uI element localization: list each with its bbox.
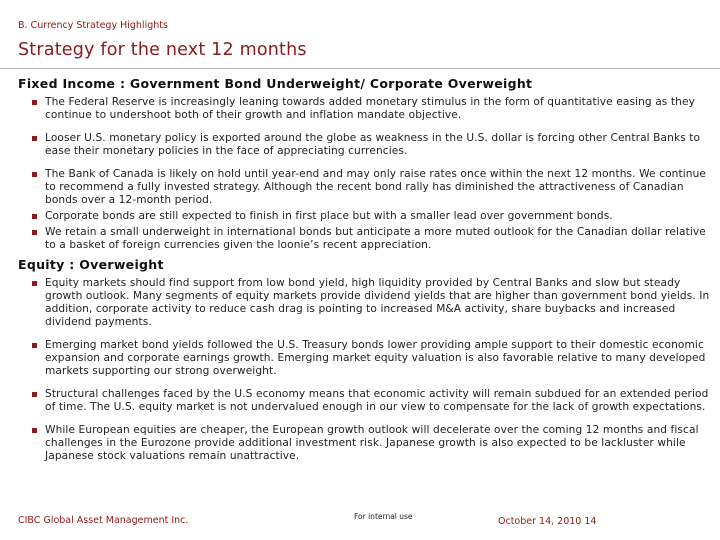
bullet-item (18, 96, 712, 122)
bullet-text: Emerging market bond yields followed the U.S. Treasury bonds lower providing ample support to their domestic economic expansion and corporate earnings growth. Emerging market equity valuation is also favorable relative to many developed markets supporting our strong overweight. (45, 339, 706, 377)
bullet-item (18, 226, 712, 252)
bullet-item (18, 168, 712, 207)
fixed-income-bullets (18, 96, 712, 252)
bullet-item (18, 388, 712, 414)
bullet-text: While European equities are cheaper, the European growth outlook will decelerate over the coming 12 months and fiscal challenges in the Eurozone provide additional investment risk. Japanese growth is also expected to be lackluster while Japanese stock valuations remain unattractive. (45, 424, 699, 462)
square-bullet-icon (32, 392, 37, 397)
bullet-item (18, 132, 712, 158)
bullet-item (18, 339, 712, 378)
square-bullet-icon (32, 230, 37, 235)
bullet-text: The Federal Reserve is increasingly leaning towards added monetary stimulus in the form of quantitative easing as they continue to undershoot both of their growth and inflation mandate objective. (45, 96, 695, 121)
bullet-item (18, 277, 712, 329)
square-bullet-icon (32, 172, 37, 177)
title-divider (0, 68, 720, 69)
slide-content (18, 75, 712, 467)
square-bullet-icon (32, 281, 37, 286)
bullet-text: Corporate bonds are still expected to finish in first place but with a smaller lead over government bonds. (45, 210, 613, 222)
equity-heading: Equity : Overweight (18, 257, 164, 272)
bullet-text: Structural challenges faced by the U.S economy means that economic activity will remain subdued for an extended period of time. The U.S. equity market is not undervalued enough in our view to compensate for the lack of growth expectations. (45, 388, 709, 413)
bullet-item (18, 424, 712, 463)
fixed-income-heading: Fixed Income : Government Bond Underweight/ Corporate Overweight (18, 76, 533, 91)
footer-date-page: October 14, 2010 14 (498, 516, 597, 527)
equity-bullets (18, 277, 712, 463)
square-bullet-icon (32, 214, 37, 219)
bullet-text: Looser U.S. monetary policy is exported around the globe as weakness in the U.S. dollar is forcing other Central Banks to ease their monetary policies in the face of appreciating currencies. (45, 132, 701, 157)
footer-company: CIBC Global Asset Management Inc. (18, 515, 189, 526)
bullet-text: Equity markets should find support from low bond yield, high liquidity provided by Central Banks and slow but steady growth outlook. Many segments of equity markets provide dividend yields that are higher than government bond yields. In addition, corporate activity to reduce cash drag is pointing to increased M&A activity, share buybacks and increased dividend payments. (45, 277, 710, 328)
square-bullet-icon (32, 100, 37, 105)
footer-note: For internal use (354, 512, 413, 521)
square-bullet-icon (32, 136, 37, 141)
section-label: B. Currency Strategy Highlights (18, 20, 168, 31)
square-bullet-icon (32, 343, 37, 348)
square-bullet-icon (32, 428, 37, 433)
bullet-item (18, 210, 712, 223)
bullet-text: We retain a small underweight in international bonds but anticipate a more muted outlook for the Canadian dollar relative to a basket of foreign currencies given the loonie’s recent appreciation. (45, 226, 706, 251)
page-title: Strategy for the next 12 months (18, 40, 307, 60)
bullet-text: The Bank of Canada is likely on hold until year-end and may only raise rates once within the next 12 months. We continue to recommend a fully invested strategy. Although the recent bond rally has diminished the attractiveness of Canadian bonds over a 12-month period. (45, 168, 707, 206)
